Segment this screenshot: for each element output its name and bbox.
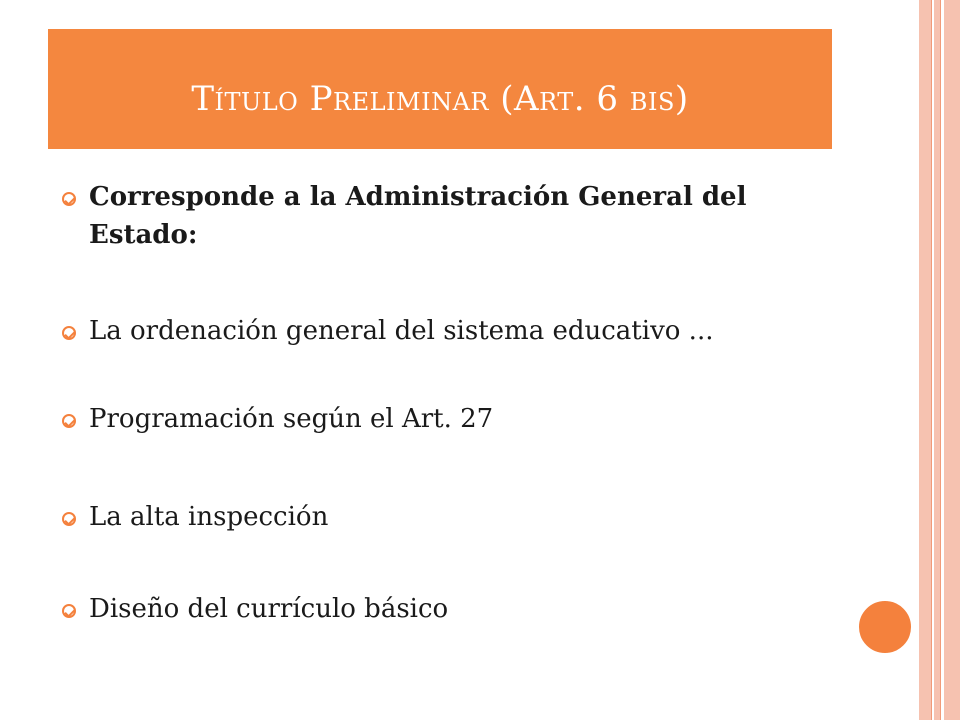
- decorative-line: [931, 0, 932, 720]
- title-bar: [48, 29, 832, 149]
- decorative-stripe: [944, 0, 960, 720]
- bullet-text: La ordenación general del sistema educativo ...: [89, 316, 714, 346]
- bullet-item: [62, 312, 852, 400]
- bullet-text: Diseño del currículo básico: [89, 594, 449, 624]
- slide-title: Título Preliminar (Art. 6 bis): [191, 79, 689, 119]
- bullet-item: [62, 178, 852, 312]
- check-circle-icon: [62, 512, 76, 526]
- bullet-text: Programación según el Art. 27: [89, 404, 494, 434]
- check-circle-icon: [62, 414, 76, 428]
- bullet-list: [62, 178, 852, 650]
- decorative-stripe: [919, 0, 931, 720]
- bullet-text: La alta inspección: [89, 502, 329, 532]
- decorative-circle: [856, 598, 914, 656]
- check-circle-icon: [62, 604, 76, 618]
- check-circle-icon: [62, 326, 76, 340]
- check-circle-icon: [62, 192, 76, 206]
- bullet-item: [62, 400, 852, 498]
- bullet-item: [62, 498, 852, 590]
- bullet-text: Corresponde a la Administración General del Estado:: [89, 182, 747, 250]
- decorative-line: [940, 0, 941, 720]
- bullet-item: [62, 590, 852, 650]
